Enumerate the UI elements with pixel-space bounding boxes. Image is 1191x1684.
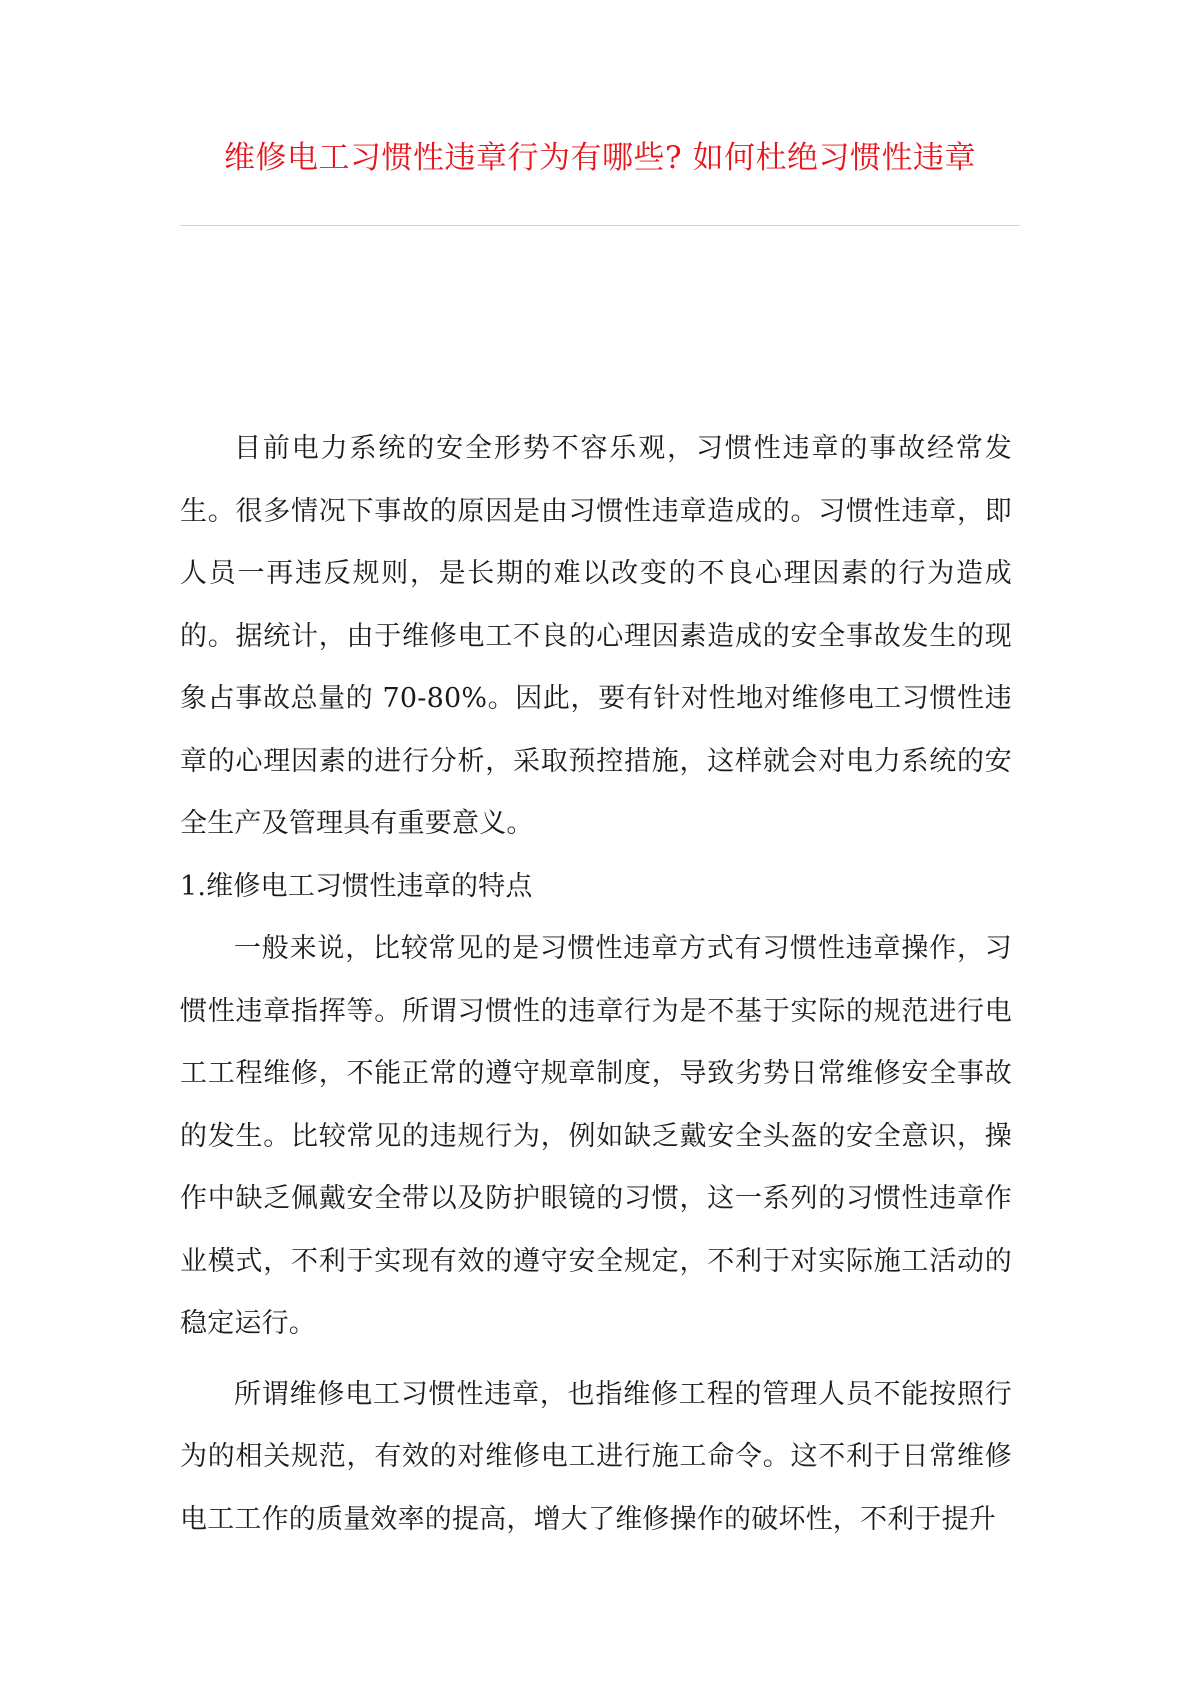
body-paragraph: 所谓维修电工习惯性违章，也指维修工程的管理人员不能按照行为的相关规范，有效的对维修电工进行施工命令。这不利于日常维修电工工作的质量效率的提高，增大了维修操作的破坏性，不利于提升 — [180, 1378, 1012, 1535]
document-title: 维修电工习惯性违章行为有哪些? 如何杜绝习惯性违章 — [224, 140, 976, 176]
body-paragraph: 一般来说，比较常见的是习惯性违章方式有习惯性违章操作，习惯性违章指挥等。所谓习惯性的违章行为是不基于实际的规范进行电工工程维修，不能正常的遵守规章制度，导致劣势日常维修安全事故的发生。比较常见的违规行为，例如缺乏戴安全头盔的安全意识，操作中缺乏佩戴安全带以及防护眼镜的习惯，这一系列的习惯性违章作业模式，不利于实现有效的遵守安全规定，不利于对实际施工活动的稳定运行。 — [180, 933, 1012, 1339]
title-divider — [180, 225, 1020, 226]
document-body — [180, 418, 1012, 1551]
section-heading: 1.维修电工习惯性违章的特点 — [180, 870, 533, 902]
intro-paragraph: 目前电力系统的安全形势不容乐观，习惯性违章的事故经常发生。很多情况下事故的原因是由习惯性违章造成的。习惯性违章，即人员一再违反规则，是长期的难以改变的不良心理因素的行为造成的。据统计，由于维修电工不良的心理因素造成的安全事故发生的现象占事故总量的 70-80%。因此，要有针对性地对维修电工习惯性违章的心理因素的进行分析，采取预控措施，这样就会对电力系统的安全生产及管理具有重要意义。 — [180, 433, 1012, 839]
